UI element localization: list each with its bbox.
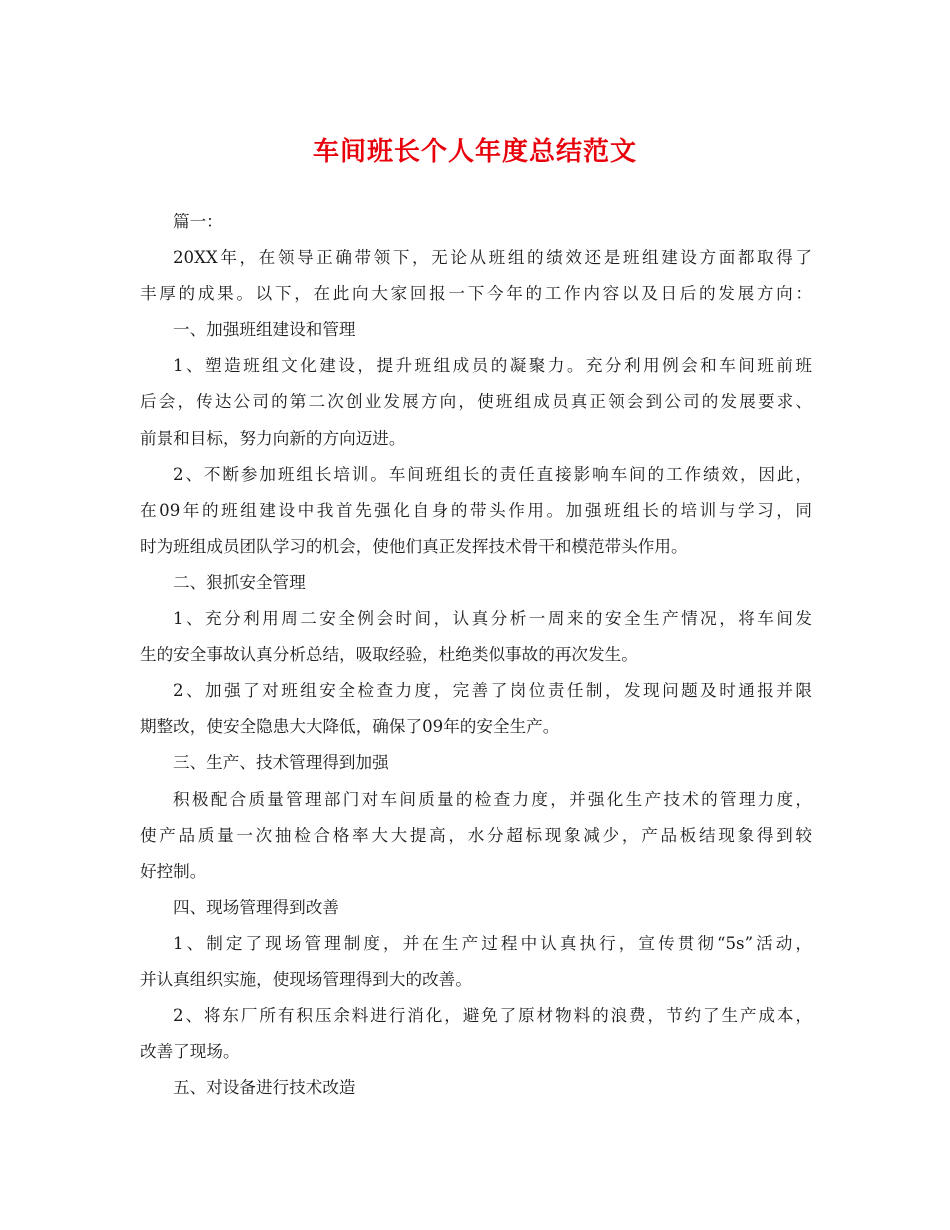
text-line-content: 1、塑造班组文化建设，提升班组成员的凝聚力。充分利用例会和车间班前班 (173, 356, 812, 376)
text-line (140, 890, 812, 926)
text-line (140, 457, 812, 493)
text-line (140, 673, 812, 709)
text-line-content: 一、加强班组建设和管理 (173, 320, 356, 340)
text-line-content: 期整改，使安全隐患大大降低，确保了09年的安全生产。 (140, 717, 560, 737)
text-line-content: 前景和目标，努力向新的方向迈进。 (140, 428, 406, 448)
text-line (140, 818, 812, 854)
text-line-content: 1、制定了现场管理制度，并在生产过程中认真执行，宣传贯彻“5s”活动， (173, 933, 812, 953)
text-line-content: 20XX年，在领导正确带领下，无论从班组的绩效还是班组建设方面都取得了 (173, 248, 812, 268)
text-line (140, 240, 812, 276)
text-line (140, 854, 812, 890)
text-line (140, 529, 812, 565)
text-line-content: 丰厚的成果。以下，在此向大家回报一下今年的工作内容以及日后的发展方向： (140, 284, 812, 304)
text-line-content: 1、充分利用周二安全例会时间，认真分析一周来的安全生产情况，将车间发 (173, 609, 812, 629)
text-line-content: 生的安全事故认真分析总结，吸取经验，杜绝类似事故的再次发生。 (140, 645, 638, 665)
text-line-content: 四、现场管理得到改善 (173, 897, 339, 917)
text-line-content: 好控制。 (140, 861, 207, 881)
document-body (140, 204, 812, 1106)
text-line-content: 2、不断参加班组长培训。车间班组长的责任直接影响车间的工作绩效，因此， (173, 464, 812, 484)
text-line (140, 998, 812, 1034)
text-line (140, 637, 812, 673)
text-line (140, 276, 812, 312)
text-line (140, 1070, 812, 1106)
text-line-content: 使产品质量一次抽检合格率大大提高，水分超标现象减少，产品板结现象得到较 (140, 825, 812, 845)
text-line (140, 312, 812, 348)
text-line-content: 2、加强了对班组安全检查力度，完善了岗位责任制，发现问题及时通报并限 (173, 681, 812, 701)
text-line-content: 积极配合质量管理部门对车间质量的检查力度，并强化生产技术的管理力度， (173, 789, 812, 809)
text-line-content: 三、生产、技术管理得到加强 (173, 753, 389, 773)
text-line (140, 565, 812, 601)
text-line-content: 后会，传达公司的第二次创业发展方向，使班组成员真正领会到公司的发展要求、 (140, 392, 812, 412)
text-line (140, 493, 812, 529)
text-line-content: 改善了现场。 (140, 1042, 240, 1062)
text-line-content: 2、将东厂所有积压余料进行消化，避免了原材物料的浪费，节约了生产成本， (173, 1006, 812, 1026)
document-title: 车间班长个人年度总结范文 (312, 137, 637, 167)
text-line (140, 745, 812, 781)
text-line-content: 五、对设备进行技术改造 (173, 1078, 356, 1098)
text-line-content: 时为班组成员团队学习的机会，使他们真正发挥技术骨干和模范带头作用。 (140, 536, 688, 556)
text-line-content: 在09年的班组建设中我首先强化自身的带头作用。加强班组长的培训与学习，同 (140, 500, 812, 520)
text-line-content: 并认真组织实施，使现场管理得到大的改善。 (140, 969, 472, 989)
text-line-content: 篇一： (173, 212, 223, 231)
text-line-content: 二、狠抓安全管理 (173, 572, 306, 592)
text-line (140, 348, 812, 384)
text-line (140, 709, 812, 745)
text-line (140, 1034, 812, 1070)
text-line (140, 601, 812, 637)
text-line (140, 782, 812, 818)
text-line (140, 962, 812, 998)
text-line (140, 204, 812, 240)
text-line (140, 384, 812, 420)
text-line (140, 926, 812, 962)
text-line (140, 421, 812, 457)
